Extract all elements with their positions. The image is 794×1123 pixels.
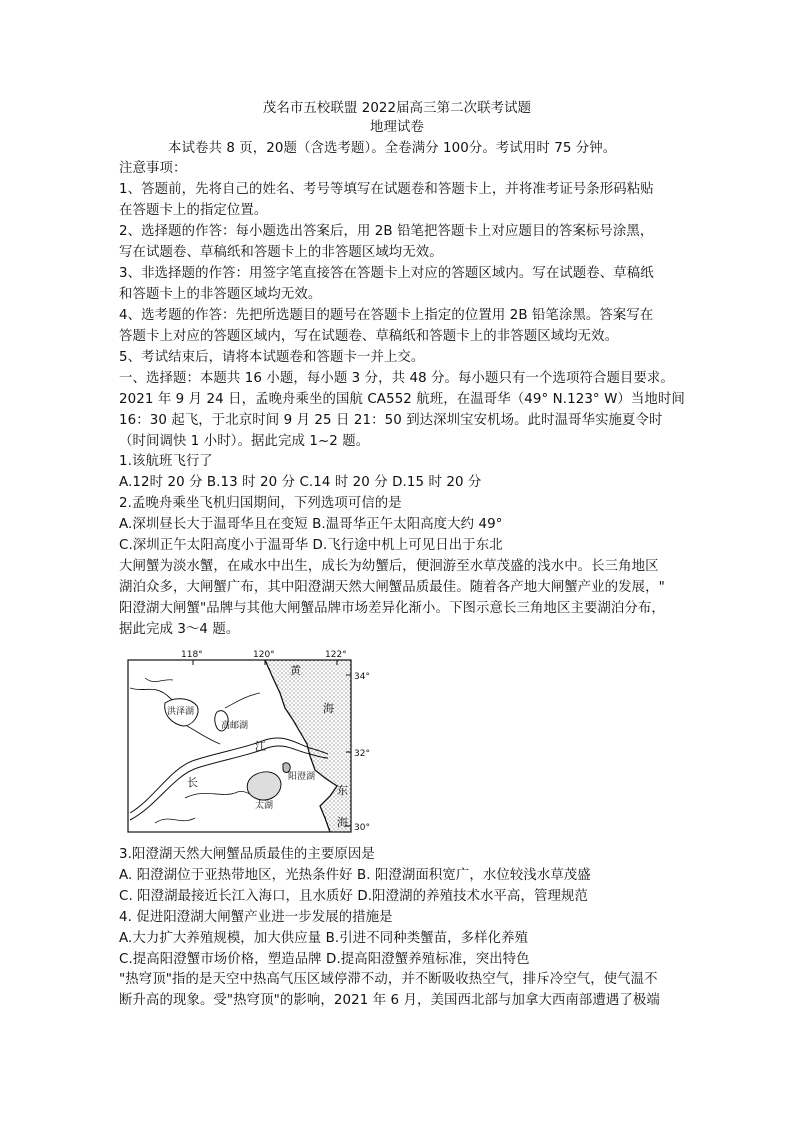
notice-line: 答题卡上对应的答题区域内，写在试题卷、草稿纸和答题卡上的非答题区域均无效。 bbox=[119, 329, 619, 344]
passage-line: 阳澄湖大闸蟹"品牌与其他大闸蟹品牌市场差异化渐小。下图示意长三角地区主要湖泊分布， bbox=[119, 601, 665, 616]
notice-line: 在答题卡上的指定位置。 bbox=[119, 203, 268, 218]
notice-line: 写在试题卷、草稿纸和答题卡上的非答题区域均无效。 bbox=[119, 245, 443, 260]
passage-line: 据此完成 3～4 题。 bbox=[119, 622, 240, 637]
hongze-lake-label: 洪泽湖 bbox=[167, 707, 195, 717]
lon-label: 118° bbox=[181, 650, 203, 660]
exam-info: 本试卷共 8 页，20题（含选考题）。全卷满分 100分。考试用时 75 分钟。 bbox=[168, 141, 617, 156]
question-4-stem: 4. 促进阳澄湖大闸蟹产业进一步发展的措施是 bbox=[119, 910, 393, 925]
exam-title: 茂名市五校联盟 2022届高三第二次联考试题 bbox=[262, 101, 532, 116]
passage-line: 大闸蟹为淡水蟹，在咸水中出生，成长为幼蟹后，便洄游至水草茂盛的浅水中。长三角地区 bbox=[119, 559, 659, 574]
notice-line: 2、选择题的作答：每小题选出答案后，用 2B 铅笔把答题卡上对应题目的答案标号涂黑， bbox=[119, 224, 654, 239]
question-4-options: C.提高阳澄蟹市场价格，塑造品牌 D.提高阳澄蟹养殖标准，突出特色 bbox=[119, 952, 530, 967]
question-1-options: A.12时 20 分 B.13 时 20 分 C.14 时 20 分 D.15 时 20 分 bbox=[119, 475, 482, 490]
yellow-sea-label: 黄 bbox=[290, 664, 301, 677]
notice-line: 3、非选择题的作答：用签字笔直接答在答题卡上对应的答题区域内。写在试题卷、草稿纸 bbox=[119, 266, 654, 281]
map-svg bbox=[125, 648, 380, 836]
question-2-options: A.深圳昼长大于温哥华且在变短 B.温哥华正午太阳高度大约 49° bbox=[119, 517, 503, 532]
question-2-stem: 2.孟晚舟乘坐飞机归国期间，下列选项可信的是 bbox=[119, 496, 402, 511]
lat-label: 34° bbox=[354, 672, 370, 682]
yangcheng-lake-label: 阳澄湖 bbox=[288, 772, 316, 782]
passage-line: 湖泊众多，大闸蟹广布，其中阳澄湖天然大闸蟹品质最佳。随着各产地大闸蟹产业的发展，" bbox=[119, 580, 665, 595]
question-3-options: A. 阳澄湖位于亚热带地区，光热条件好 B. 阳澄湖面积宽广，水位较浅水草茂盛 bbox=[119, 868, 591, 883]
notice-heading: 注意事项： bbox=[119, 161, 187, 176]
yellow-sea-label: 海 bbox=[323, 702, 334, 715]
tai-lake bbox=[247, 772, 281, 800]
passage-line: "热穹顶"指的是天空中热高气压区域停滞不动，并不断吸收热空气，排斥冷空气，使气温不 bbox=[119, 972, 658, 987]
lon-label: 122° bbox=[325, 650, 347, 660]
yangtze-delta-lakes-map bbox=[125, 648, 380, 836]
notice-line: 5、考试结束后，请将本试题卷和答题卡一并上交。 bbox=[119, 350, 425, 365]
question-1-stem: 1.该航班飞行了 bbox=[119, 454, 213, 469]
question-2-options: C.深圳正午太阳高度小于温哥华 D.飞行途中机上可见日出于东北 bbox=[119, 538, 503, 553]
passage-line: （时间调快 1 小时）。据此完成 1~2 题。 bbox=[119, 434, 370, 449]
notice-line: 和答题卡上的非答题区域均无效。 bbox=[119, 287, 322, 302]
chang-label: 长 bbox=[187, 776, 198, 789]
passage-line: 16：30 起飞，于北京时间 9 月 25 日 21：50 到达深圳宝安机场。此时温哥华实施夏令时 bbox=[119, 413, 663, 428]
notice-line: 1、答题前，先将自己的姓名、考号等填写在试题卷和答题卡上，并将准考证号条形码粘贴 bbox=[119, 182, 654, 197]
passage-line: 2021 年 9 月 24 日，孟晚舟乘坐的国航 CA552 航班，在温哥华（49° N.123° W）当地时间 bbox=[119, 392, 685, 407]
lat-label: 30° bbox=[354, 823, 370, 833]
question-3-options: C. 阳澄湖最接近长江入海口，且水质好 D.阳澄湖的养殖技术水平高，管理规范 bbox=[119, 889, 588, 904]
question-3-stem: 3.阳澄湖天然大闸蟹品质最佳的主要原因是 bbox=[119, 847, 375, 862]
east-sea-label: 海 bbox=[337, 816, 348, 829]
east-sea-label: 东 bbox=[337, 784, 348, 797]
passage-line: 断升高的现象。受"热穹顶"的影响，2021 年 6 月，美国西北部与加拿大西南部遭遇了极端 bbox=[119, 993, 660, 1008]
notice-line: 4、选考题的作答：先把所选题目的题号在答题卡上指定的位置用 2B 铅笔涂黑。答案写在 bbox=[119, 308, 654, 323]
jiang-label: 江 bbox=[255, 740, 266, 753]
lat-label: 32° bbox=[354, 749, 370, 759]
question-4-options: A.大力扩大养殖规模，加大供应量 B.引进不同种类蟹苗，多样化养殖 bbox=[119, 931, 529, 946]
gaoyou-lake-label: 高邮湖 bbox=[221, 721, 249, 731]
lon-label: 120° bbox=[253, 650, 275, 660]
tai-lake-label: 太湖 bbox=[255, 801, 274, 811]
exam-subject: 地理试卷 bbox=[370, 120, 424, 135]
section-intro: 一、选择题：本题共 16 小题，每小题 3 分，共 48 分。每小题只有一个选项符合题目要求。 bbox=[119, 371, 674, 386]
